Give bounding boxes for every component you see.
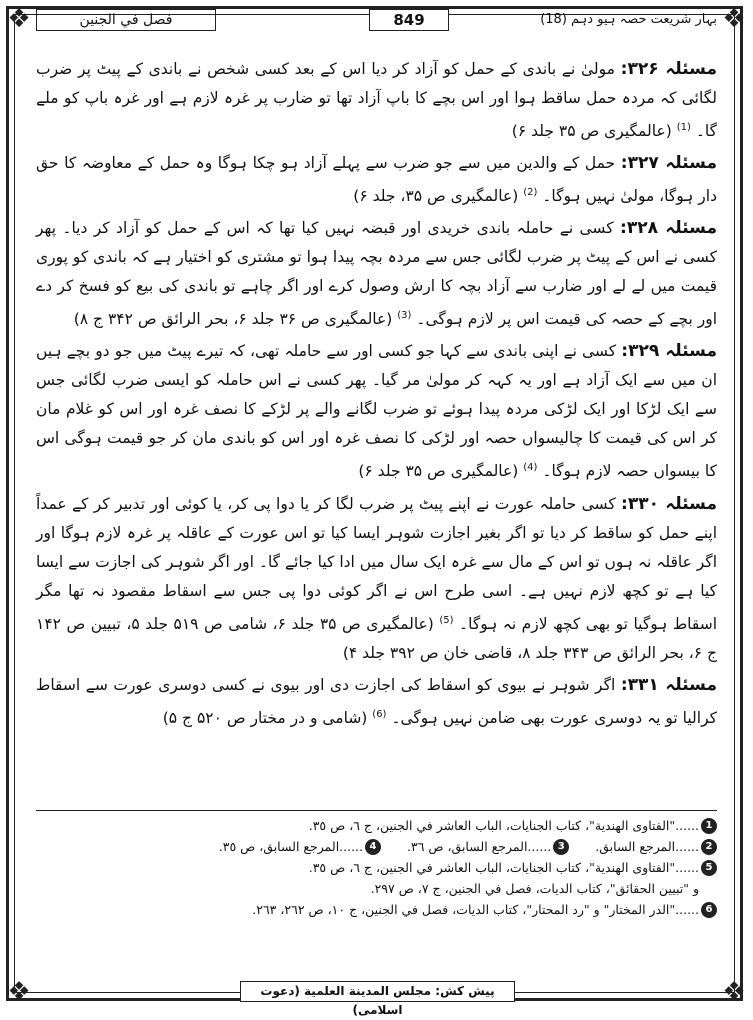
footnote-ref[interactable]: (3)	[397, 310, 412, 322]
masala-327	[36, 149, 717, 211]
footnote-number: 3	[553, 839, 569, 855]
footnote-ref[interactable]: (4)	[523, 462, 538, 474]
footnote-6	[252, 899, 717, 920]
masala-citation: (عالمگیری ص ۳۵ جلد ۶)	[358, 462, 519, 481]
footnote-number: 2	[701, 839, 717, 855]
footnote-text: و "تبيين الحقائق"، كتاب الديات، فصل في الجنين، ج ٧، ص ٢٩٧.	[370, 881, 699, 896]
masala-328	[36, 214, 717, 334]
footnote-number: 5	[701, 860, 717, 876]
masala-text: مولیٰ نے باندی کے حمل کو آزاد کر دیا اس کے بعد کسی شخص نے باندی کے پیٹ پر ضرب لگائی کہ مردہ حمل ساقط ہوا اور اس بچے کا باپ آزاد تھا تو ضارب پر غرہ لازم ہے اور غرہ باپ کو ملے گا۔	[36, 60, 717, 141]
footnote-text: ......المرجع السابق، ص ٣٦.	[407, 839, 552, 854]
footnote-row	[36, 899, 717, 920]
masala-330	[36, 490, 717, 668]
masala-label: مسئلہ ۳۲۸:	[620, 218, 717, 239]
footnote-ref[interactable]: (2)	[523, 187, 538, 199]
footnote-text: ......"الفتاوى الهندية"، كتاب الجنايات، الباب العاشر في الجنين، ج ٦، ص ٣٥.	[308, 860, 699, 875]
masala-331	[36, 671, 717, 733]
chapter-title: فصل في الجنين	[36, 9, 216, 31]
footnote-text: ......المرجع السابق، ص ٣٥.	[218, 839, 364, 854]
corner-ornament-icon: ❖	[7, 4, 31, 34]
footnote-1	[309, 815, 717, 836]
footnote-5	[309, 857, 717, 878]
footnote-row	[36, 857, 717, 878]
footnote-row	[36, 836, 717, 857]
publisher-footer: پیش کش: مجلس المدينة العلمية (دعوت اسلامی)	[240, 981, 515, 1002]
footnotes	[36, 810, 717, 920]
corner-ornament-icon: ❖	[7, 977, 31, 1007]
masala-label: مسئلہ ۳۳۱:	[620, 674, 717, 695]
masala-text: اگر شوہر نے بیوی کو اسقاط کی اجازت دی اور بیوی نے کسی دوسری عورت سے اسقاط کرالیا تو یہ دوسری عورت بھی ضامن نہیں ہوگی۔	[36, 675, 717, 727]
masala-label: مسئلہ ۳۳۰:	[621, 493, 717, 514]
footnote-4	[219, 836, 381, 857]
footnote-3	[407, 836, 569, 857]
masala-citation: (عالمگیری ص ۳۵ جلد ۶)	[511, 122, 672, 141]
footnote-text: ......المرجع السابق.	[595, 839, 699, 854]
footnote-number: 6	[701, 902, 717, 918]
footnote-row	[36, 815, 717, 836]
masala-text: کسی نے اپنی باندی سے کہا جو کسی اور سے حاملہ تھی، کہ تیرے پیٹ میں جو دو بچے ہیں ان میں سے ایک آزاد ہے اور یہ کہہ کر مولیٰ مر گیا۔ پھر کسی نے اس حاملہ کو ایسی ضرب لگائی جس سے ایک لڑکا اور ایک لڑکی مردہ پیدا ہوئے تو ضرب لگانے والے پر لڑکے کا نصف غرہ اور اس کو غلام مان کر اس کی قیمت کا چالیسواں حصہ اور لڑکی کا نصف غرہ اور اس کو باندی مان کر جو قیمت ہوگی اس کا بیسواں حصہ لازم ہوگا۔	[36, 342, 717, 481]
footnote-row	[36, 878, 717, 899]
footnote-text: ......"الدر المختار" و "رد المحتار"، كتاب الديات، فصل في الجنين، ج ١٠، ص ٢٦٢، ٢٦٣.	[252, 902, 699, 917]
corner-ornament-icon: ❖	[722, 4, 746, 34]
masala-text: کسی نے حاملہ باندی خریدی اور قبضہ نہیں کیا تھا کہ اس کے حمل کو آزاد کر دیا۔ پھر کسی نے اس کے پیٹ پر ضرب لگائی جس سے مردہ بچہ پیدا ہوا تو مشتری کو اختیار ہے کہ باندی کو پوری قیمت میں لے لے اور ضارب سے آزاد بچہ کا ارش وصول کرے اور اگر چاہے تو باندی کی بیع کو فسخ کر دے اور بچے کے حصہ کی قیمت اس پر لازم ہوگی۔	[36, 219, 717, 329]
masala-citation: (عالمگیری ص ۳۶ جلد ۶، بحر الرائق ص ۳۴۲ ج ۸)	[73, 310, 393, 329]
page-header	[36, 9, 717, 31]
footnote-2	[595, 836, 717, 857]
masala-label: مسئلہ ۳۲۷:	[620, 153, 717, 174]
book-title: بہار شریعت حصہ ہیو دہم (18)	[540, 12, 717, 27]
masala-citation: (عالمگیری ص ۳۵، جلد ۶)	[353, 187, 519, 206]
masala-text: حمل کے والدین میں سے جو ضرب سے پہلے آزاد ہو چکا ہوگا وہ حمل کے معاوضہ کا حق دار ہوگا، مولیٰ نہیں ہوگا۔	[36, 154, 717, 206]
footnote-number: 4	[365, 839, 381, 855]
masala-326	[36, 55, 717, 146]
masala-citation: (عالمگیری ص ۳۵ جلد ۶، شامی ص ۵۱۹ جلد ۵، تبیین ص ۱۴۲ ج ۶، بحر الرائق ص ۳۴۳ جلد ۸، قاضی خان ص ۳۹۲ جلد ۴)	[36, 614, 717, 662]
masala-label: مسئلہ ۳۲۹:	[621, 341, 717, 362]
footnote-ref[interactable]: (6)	[372, 708, 387, 720]
footnote-ref[interactable]: (5)	[439, 614, 454, 626]
masala-329	[36, 337, 717, 486]
page-number: 849	[369, 9, 449, 31]
footnote-text: ......"الفتاوى الهندية"، كتاب الجنايات، الباب العاشر في الجنين، ج ٦، ص ٣٥.	[308, 818, 699, 833]
masala-citation: (شامی و در مختار ص ۵۲۰ ج ۵)	[162, 708, 368, 727]
masala-text: کسی حاملہ عورت نے اپنے پیٹ پر ضرب لگا کر یا دوا پی کر، یا کوئی اور تدبیر کر کے عمداً اپنے حمل کو ساقط کر دیا تو اگر بغیر اجازت شوہر ایسا کیا تو اس عورت کے عاقلہ پر غرہ لازم ہوگا اور اگر عاقلہ نہ ہوں تو اس کے مال سے غرہ ایک سال میں ادا کیا جائے گا۔ اور اگر شوہر کی اجازت سے ایسا کیا ہے تو کچھ لازم نہیں ہے۔ اسی طرح اس نے اگر کوئی دوا پی جس سے اسقاط مقصود نہ تھا مگر اسقاط ہوگیا تو بھی کچھ لازم نہ ہوگا۔	[36, 494, 718, 633]
main-content	[36, 55, 717, 736]
corner-ornament-icon: ❖	[722, 977, 746, 1007]
masala-label: مسئلہ ۳۲۶:	[620, 59, 717, 79]
footnote-number: 1	[701, 818, 717, 834]
footnote-ref[interactable]: (1)	[676, 122, 691, 133]
